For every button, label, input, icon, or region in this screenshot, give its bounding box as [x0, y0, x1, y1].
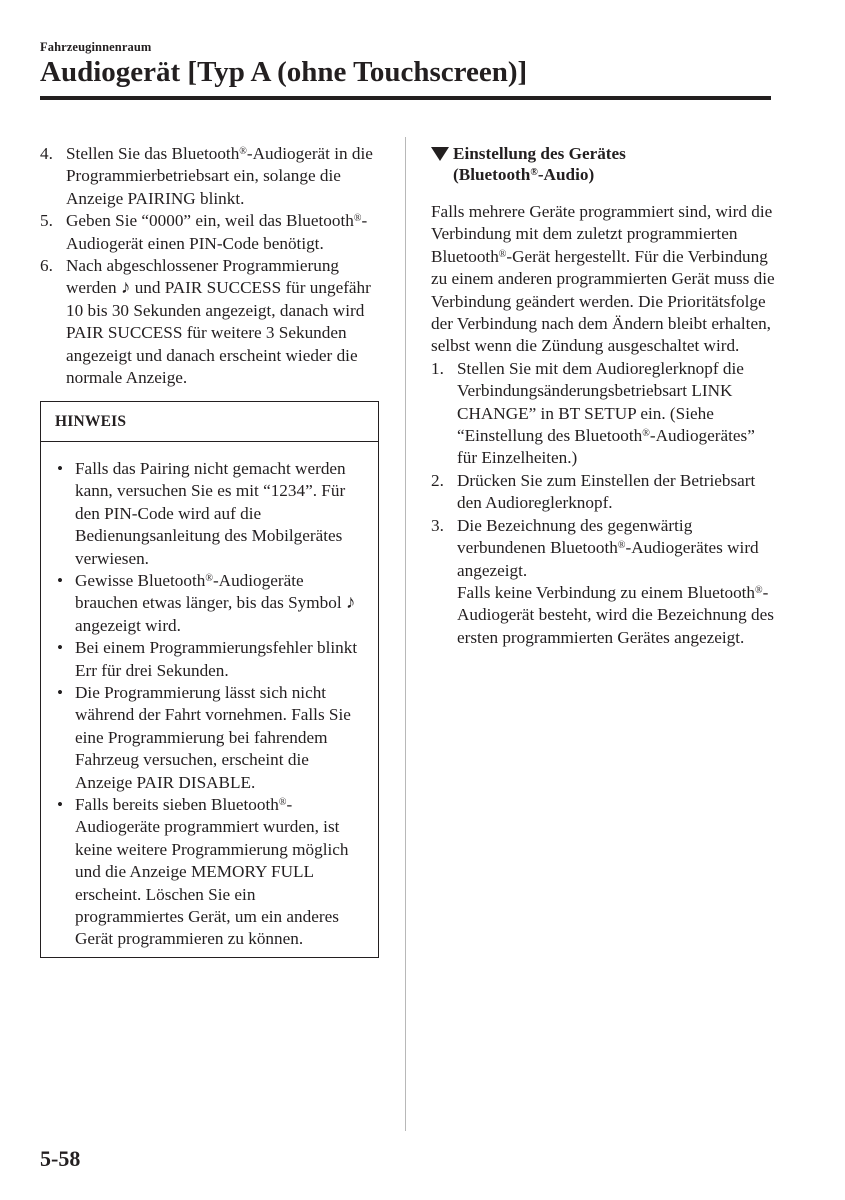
list-item: [57, 637, 368, 682]
step-4: [40, 143, 385, 210]
hinweis-title: HINWEIS: [41, 402, 378, 441]
hinweis-box: [40, 401, 379, 957]
header-rule: [40, 96, 771, 100]
pairing-steps: [40, 143, 385, 389]
step-text: Nach abgeschlossener Programmierung werden ♪ und PAIR SUCCESS für ungefähr 10 bis 30 Sekunden angezeigt, danach wird PAIR SUCCESS für weitere 3 Sekunden angezeigt und danach erscheint wieder die normale Anzeige.: [66, 256, 371, 388]
column-divider: [405, 137, 406, 1131]
step-number: 5.: [40, 211, 53, 231]
list-item: [57, 794, 368, 951]
step-2: [431, 470, 776, 515]
device-steps: [431, 358, 776, 649]
list-item-text: Die Programmierung lässt sich nicht während der Fahrt vornehmen. Falls Sie eine Programmierung bei fahrendem Fahrzeug versuchen, erscheint die Anzeige PAIR DISABLE.: [75, 682, 351, 792]
page-number: 5-58: [40, 1146, 81, 1171]
chapter-title: Audiogerät [Typ A (ohne Touchscreen)]: [40, 56, 528, 88]
list-item-text: Bei einem Programmierungsfehler blinkt Err für drei Sekunden.: [75, 638, 358, 680]
subheading: [431, 143, 776, 185]
list-item-text: Gewisse Bluetooth®-Audiogeräte brauchen etwas länger, bis das Symbol ♪ angezeigt wird.: [75, 570, 356, 635]
step-1: [431, 358, 776, 470]
step-number: 2.: [431, 470, 444, 490]
step-text: Stellen Sie das Bluetooth®-Audiogerät in die Programmierbetriebsart ein, solange die Anzeige PAIRING blinkt.: [66, 144, 373, 208]
step-5: [40, 210, 385, 255]
hinweis-body: [41, 442, 378, 957]
list-item-text: Falls das Pairing nicht gemacht werden kann, versuchen Sie es mit “1234”. Für den PIN-Code wird auf die Bedienungsanleitung des Mobilgerätes verwiesen.: [75, 458, 346, 568]
music-note-icon: ♪: [345, 592, 356, 614]
right-column: [431, 143, 776, 649]
bullet: •: [57, 682, 64, 702]
step-text: Drücken Sie zum Einstellen der Betriebsart den Audioreglerknopf.: [457, 470, 756, 513]
step-number: 6.: [40, 256, 53, 276]
hinweis-list: [57, 458, 368, 951]
step-text: Geben Sie “0000” ein, weil das Bluetooth®-Audiogerät einen PIN-Code benötigt.: [66, 211, 368, 253]
list-item: [57, 570, 368, 637]
bullet: •: [57, 570, 64, 590]
step-3: [431, 515, 776, 649]
music-note-icon: ♪: [120, 277, 131, 299]
section-label: Fahrzeuginnenraum: [40, 40, 152, 54]
left-column: [40, 143, 385, 958]
step-number: 4.: [40, 144, 53, 163]
step-6: [40, 255, 385, 389]
bullet: •: [57, 638, 64, 658]
bullet: •: [57, 458, 64, 478]
list-item-text: Falls bereits sieben Bluetooth®-Audiogeräte programmiert wurden, ist keine weitere Programmierung möglich und die Anzeige MEMORY FULL erscheint. Löschen Sie ein programmiertes Gerät, um ein anderes Gerät programmieren zu können.: [75, 794, 349, 949]
subheading-text: Einstellung des Gerätes (Bluetooth®-Audio): [453, 144, 626, 184]
step-text: Stellen Sie mit dem Audioreglerknopf die Verbindungsänderungsbetriebsart LINK CHANGE” in BT SETUP ein. (Siehe “Einstellung des Bluetooth®-Audiogerätes” für Einzelheiten.): [457, 358, 755, 468]
bullet: •: [57, 794, 64, 814]
step-number: 1.: [431, 358, 444, 378]
list-item: [57, 458, 368, 570]
step-number: 3.: [431, 515, 444, 535]
step-text: Die Bezeichnung des gegenwärtig verbundenen Bluetooth®-Audiogerätes wird angezeigt. Falls keine Verbindung zu einem Bluetooth®-Audiogerät besteht, wird die Bezeichnung des ersten programmierten Gerätes angezeigt.: [457, 515, 774, 647]
triangle-down-icon: [431, 147, 449, 161]
list-item: [57, 682, 368, 794]
intro-paragraph: Falls mehrere Geräte programmiert sind, wird die Verbindung mit dem zuletzt programmierten Bluetooth®-Gerät hergestellt. Für die Verbindung zu einem anderen programmierten Gerät muss die Verbindung geändert werden. Die Prioritätsfolge der Verbindung nach dem Ändern bleibt erhalten, selbst wenn die Zündung ausgeschaltet wird.: [431, 202, 775, 356]
